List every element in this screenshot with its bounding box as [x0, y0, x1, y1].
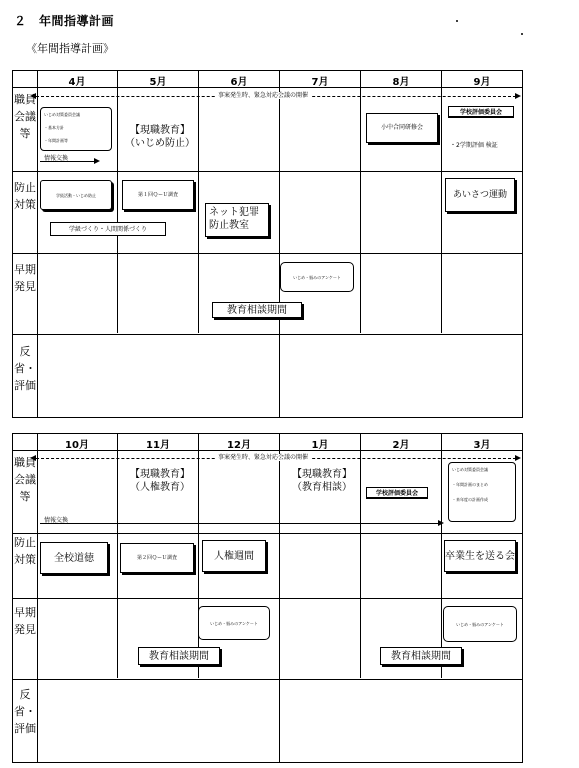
section-subtitle: 《年間指導計画》	[26, 42, 114, 55]
month-header: 9月	[473, 77, 491, 88]
class-building-box: 学級づくり・人間関係づくり	[50, 222, 166, 236]
jan-inservice-training: 【現職教育】 （教育相談）	[292, 469, 352, 493]
joint-training-box: 小中合同研修会	[366, 113, 438, 143]
graduation-sendoff-box: 卒業生を送る会	[444, 540, 516, 572]
month-header: 4月	[68, 77, 86, 88]
qu-survey-1-box: 第１回ＱーＵ調査	[122, 180, 194, 210]
survey-jul-box: いじめ・悩みのアンケート	[280, 262, 354, 292]
anti-bullying-committee-box: いじめ対策委員会議 ・基本方針 ・年間計画等	[40, 107, 112, 151]
school-eval-committee-label: 学校評価委員会	[448, 106, 514, 118]
counseling-period-box: 教育相談期間	[212, 302, 302, 318]
month-header: 12月	[227, 440, 251, 451]
stray-dot	[521, 33, 523, 35]
month-header: 5月	[149, 77, 167, 88]
emergency-banner: 事案発生時、緊急対応会議の開催	[215, 92, 311, 99]
anti-bullying-committee-box: いじめ対策委員会議 ・年間計画のまとめ ・来年度の計画作成	[448, 462, 516, 522]
nov-inservice-training: 【現職教育】 （人権教育）	[130, 469, 190, 493]
qu-survey-2-box: 第２回ＱーＵ調査	[120, 543, 194, 573]
lower-plan-table	[12, 433, 523, 763]
month-header: 3月	[473, 440, 491, 451]
row-label-early-detection: 早期発見	[14, 263, 36, 293]
month-header: 1月	[311, 440, 329, 451]
month-header: 11月	[146, 440, 170, 451]
survey-dec-box: いじめ・悩みのアンケート	[198, 606, 270, 640]
info-exchange-label: 情報交換	[44, 155, 69, 162]
row-label-staff: 職員会議等	[14, 93, 36, 140]
page-title: ２ 年間指導計画	[14, 14, 115, 28]
second-term-eval: ・2学期評価 検証	[450, 142, 498, 149]
counseling-period-box: 教育相談期間	[380, 647, 462, 665]
greeting-campaign-box: あいさつ運動	[445, 178, 515, 212]
row-label-early-detection: 早期発見	[14, 606, 36, 636]
month-header: 10月	[65, 440, 89, 451]
info-exchange-arrow	[94, 158, 100, 164]
info-exchange-label: 情報交換	[44, 517, 69, 524]
info-exchange-arrow	[438, 520, 444, 526]
row-label-review: 反省・評価	[14, 345, 36, 392]
counseling-period-box: 教育相談期間	[138, 647, 220, 665]
stray-dot	[456, 20, 458, 22]
month-header: 6月	[230, 77, 248, 88]
may-inservice-training: 【現職教育】 （いじめ防止）	[125, 125, 195, 149]
emergency-banner: 事案発生時、緊急対応会議の開催	[215, 454, 311, 461]
row-label-review: 反省・評価	[14, 688, 36, 735]
info-exchange-line	[40, 523, 438, 524]
class-activity-box: 学級活動・いじめ防止	[40, 180, 112, 210]
month-header: 7月	[311, 77, 329, 88]
banner-arrow-right	[515, 93, 521, 99]
month-header: 8月	[392, 77, 410, 88]
school-eval-committee-label: 学校評価委員会	[366, 487, 428, 499]
info-exchange-line	[40, 161, 94, 162]
row-label-prevention: 防止対策	[14, 181, 36, 211]
row-label-prevention: 防止対策	[14, 536, 36, 566]
month-header: 2月	[392, 440, 410, 451]
survey-mar-box: いじめ・悩みのアンケート	[443, 606, 517, 642]
school-moral-box: 全校道徳	[40, 542, 108, 574]
net-crime-prevention-box: ネット犯罪 防止教室	[205, 203, 269, 237]
human-rights-week-box: 人権週間	[202, 540, 266, 572]
banner-arrow-right	[515, 455, 521, 461]
row-label-staff: 職員会議等	[14, 456, 36, 503]
